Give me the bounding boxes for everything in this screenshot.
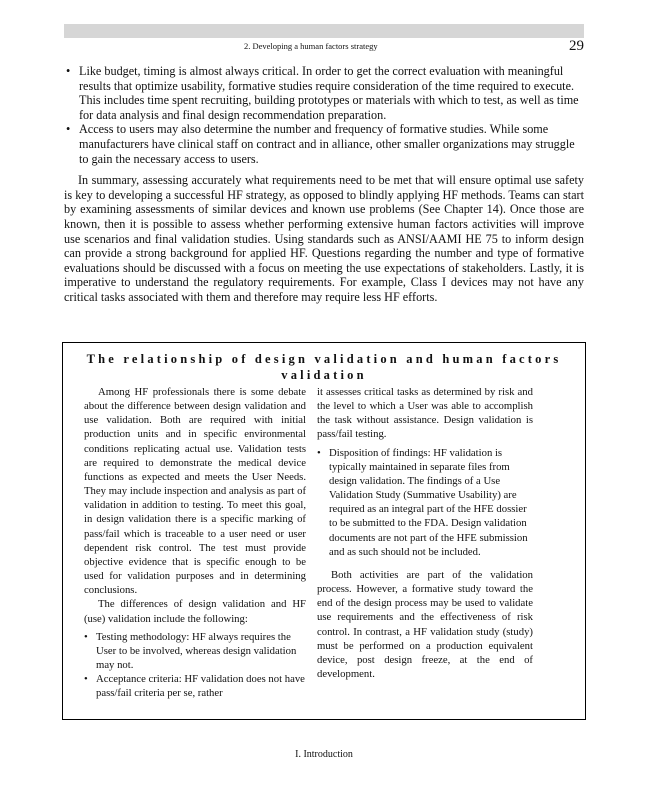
footer-section-label: I. Introduction: [295, 749, 353, 760]
box-paragraph: The differences of design validation and HF (use) validation include the following:: [84, 598, 306, 625]
box-bullet-acceptance-criteria: • Acceptance criteria: HF validation does not have pass/fail criteria per se, rather: [84, 672, 306, 700]
box-bullet-list: [317, 446, 533, 559]
box-paragraph: Both activities are part of the validation process. However, a formative study toward the end of the design process may be used to validate use requirements and the effectiveness of risk control. In contrast, a HF validation study (study) must be performed on a production equivalent device, post design freeze, at the end of development.: [317, 568, 533, 680]
sidebar-box: [62, 342, 586, 720]
summary-paragraph: In summary, assessing accurately what requirements need to be met that will ensure optimal use safety is key to developing a successful HF strategy, as opposed to blindly applying HF methods. Teams can start by examining assessments of similar devices and known use problems (See Chapter 14). Once those are known, then it is possible to assess whether performing extensive human factors activities will improve use scenarios and final validation studies. Using standards such as ANSI/AAMI HE 75 to inform design can provide a strong background for applied HF. Questions regarding the number and type of formative evaluations should be discussed with a focus on meeting the use expectations of stakeholders. Lastly, it is imperative to understand the regulatory requirements. For example, Class I devices may not have any critical tasks associated with them and therefore may require less HF efforts.: [64, 173, 584, 304]
box-left-column: [84, 385, 306, 700]
box-bullet-list: [84, 630, 306, 701]
page-number: 29: [569, 38, 584, 54]
bullet-timing: • Like budget, timing is almost always critical. In order to get the correct evaluation with meaningful results that optimize usability, formative studies require consideration of the time required to execute. This includes time spent recruiting, building prototypes or materials with which to test, as well as time for data analysis and final design recommendation preparation.: [64, 64, 584, 122]
running-title: 2. Developing a human factors strategy: [244, 41, 378, 51]
bullet-access-to-users: • Access to users may also determine the number and frequency of formative studies. While some manufacturers have clinical staff on contract and in alliance, other smaller organizations may struggle to gain the necessary access to users.: [64, 122, 584, 166]
box-title: The relationship of design validation and human factors validation: [86, 352, 562, 382]
main-text: [64, 64, 584, 305]
box-paragraph-continued: it assesses critical tasks as determined by risk and the level to which a User was able to accomplish the task without assistance. Design validation is pass/fail testing.: [317, 386, 533, 441]
running-head: [64, 38, 584, 58]
box-right-column: [317, 385, 533, 681]
box-bullet-testing-methodology: • Testing methodology: HF always requires the User to be involved, whereas design validation may not.: [84, 630, 306, 672]
box-bullet-disposition: • Disposition of findings: HF validation is typically maintained in separate files from design validation. The findings of a Use Validation Study (Summative Usability) are required as an integral part of the HFE dossier to be submitted to the FDA. Design validation documents are not part of the HFE submission and as such should not be included.: [317, 446, 533, 559]
box-paragraph: Among HF professionals there is some debate about the difference between design validation and use validation. Both are required with initial production units and in specific environmental conditions replicating actual use. Validation tests are required to demonstrate the medical device functions as expected and meets the User Needs. They may include inspection and analysis as part of validation in addition to testing. To meet this goal, in design validation there is a specific marking of pass/fail which is traceable to a user need or user dependent risk control. The test must provide objective evidence that is specific enough to be used for validation purposes and in determining conclusions.: [84, 386, 306, 597]
bullet-list: [64, 64, 584, 166]
header-bar: [64, 24, 584, 38]
